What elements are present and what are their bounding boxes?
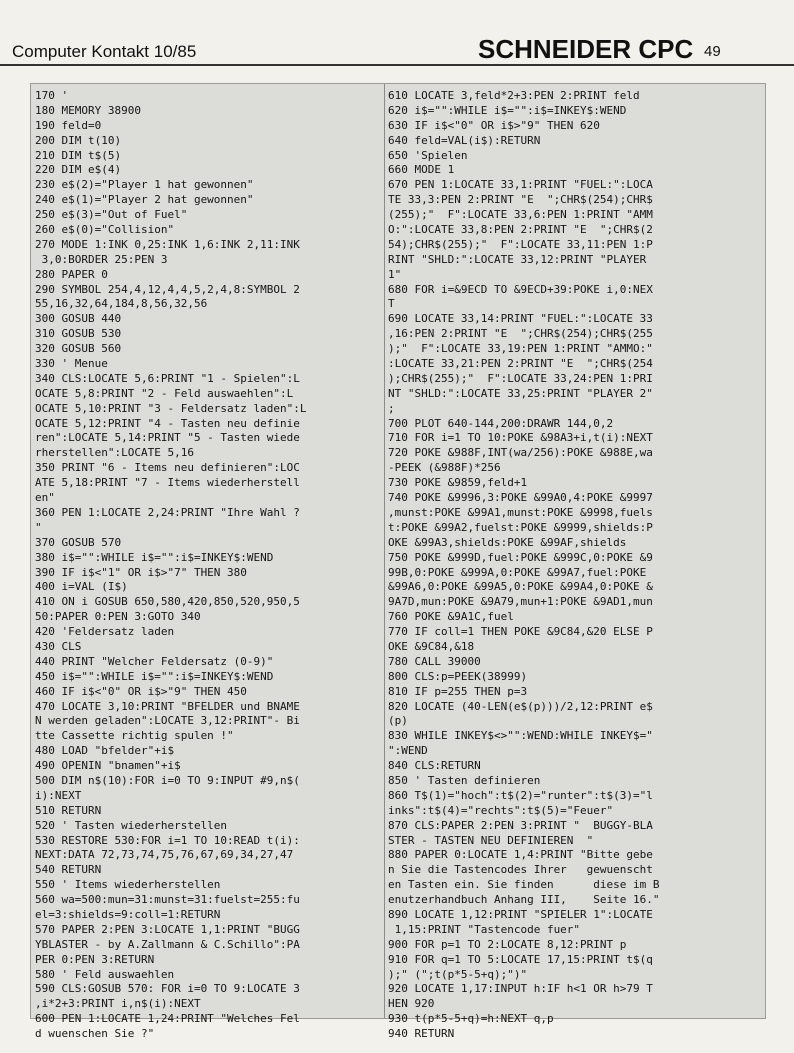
code-line: ,16:PEN 2:PRINT "E ";CHR$(254);CHR$(255 — [388, 327, 653, 341]
code-line: 470 LOCATE 3,10:PRINT "BFELDER und BNAME — [35, 699, 300, 713]
code-line: 290 SYMBOL 254,4,12,4,4,5,2,4,8:SYMBOL 2 — [35, 282, 300, 296]
code-line: 600 PEN 1:LOCATE 1,24:PRINT "Welches Fel — [35, 1012, 300, 1026]
code-line: n Sie die Tastencodes Ihrer gewuenscht — [388, 863, 653, 877]
code-line: 260 e$(0)="Collision" — [35, 223, 175, 237]
code-line: 720 POKE &988F,INT(wa/256):POKE &988E,wa — [388, 446, 653, 460]
code-line: OKE &9C84,&18 — [388, 639, 475, 653]
code-line: 360 PEN 1:LOCATE 2,24:PRINT "Ihre Wahl ? — [35, 505, 300, 519]
code-line: 680 FOR i=&9ECD TO &9ECD+39:POKE i,0:NEX — [388, 282, 653, 296]
code-line: );" F":LOCATE 33,19:PEN 1:PRINT "AMMO:" — [388, 342, 653, 356]
page-header — [0, 34, 794, 66]
code-line: 99B,0:POKE &999A,0:POKE &99A7,fuel:POKE — [388, 565, 647, 579]
code-line: 630 IF i$<"0" OR i$>"9" THEN 620 — [388, 118, 600, 132]
code-line: en" — [35, 491, 55, 505]
code-line: HEN 920 — [388, 997, 435, 1011]
code-line: 200 DIM t(10) — [35, 133, 122, 147]
code-line: STER - TASTEN NEU DEFINIEREN " — [388, 833, 594, 847]
code-line: 570 PAPER 2:PEN 3:LOCATE 1,1:PRINT "BUGG — [35, 922, 300, 936]
code-line: 430 CLS — [35, 639, 82, 653]
code-line: t:POKE &99A2,fuelst:POKE &9999,shields:P — [388, 520, 653, 534]
code-line: rherstellen":LOCATE 5,16 — [35, 446, 194, 460]
code-line: 710 FOR i=1 TO 10:POKE &98A3+i,t(i):NEXT — [388, 431, 653, 445]
code-line: 310 GOSUB 530 — [35, 327, 122, 341]
code-line: 880 PAPER 0:LOCATE 1,4:PRINT "Bitte gebe — [388, 848, 653, 862]
code-line: 1,15:PRINT "Tastencode fuer" — [388, 922, 581, 936]
code-line: YBLASTER - by A.Zallmann & C.Schillo":PA — [35, 937, 300, 951]
program-listing — [30, 83, 766, 1041]
code-line: 380 i$="":WHILE i$="":i$=INKEY$:WEND — [35, 550, 274, 564]
code-line: 510 RETURN — [35, 803, 102, 817]
code-line: 170 ' — [35, 89, 69, 102]
code-line: en Tasten ein. Sie finden diese im B — [388, 878, 660, 892]
code-line: 500 DIM n$(10):FOR i=0 TO 9:INPUT #9,n$( — [35, 773, 300, 787]
code-line: 910 FOR q=1 TO 5:LOCATE 17,15:PRINT t$(q — [388, 952, 653, 966]
code-line: 280 PAPER 0 — [35, 267, 108, 281]
code-line: O:":LOCATE 33,8:PEN 2:PRINT "E ";CHR$(2 — [388, 223, 653, 237]
code-line: 370 GOSUB 570 — [35, 535, 122, 549]
code-line: 930 t(p*5-5+q)=h:NEXT q,p — [388, 1012, 554, 1026]
code-line: OCATE 5,8:PRINT "2 - Feld auswaehlen":L — [35, 386, 294, 400]
code-line: ATE 5,18:PRINT "7 - Items wiederherstell — [35, 476, 300, 490]
code-line: OCATE 5,10:PRINT "3 - Feldersatz laden":L — [35, 401, 307, 415]
code-line: 700 PLOT 640-144,200:DRAWR 144,0,2 — [388, 416, 614, 430]
code-line: OKE &99A3,shields:POKE &99AF,shields — [388, 535, 627, 549]
code-line: 590 CLS:GOSUB 570: FOR i=0 TO 9:LOCATE 3 — [35, 982, 300, 996]
code-line: 50:PAPER 0:PEN 3:GOTO 340 — [35, 610, 201, 624]
page-number: 49 — [704, 43, 721, 60]
code-line: 760 POKE &9A1C,fuel — [388, 610, 514, 624]
code-line: 750 POKE &999D,fuel:POKE &999C,0:POKE &9 — [388, 550, 653, 564]
code-line: T — [388, 297, 395, 311]
code-line: ,munst:POKE &99A1,munst:POKE &9998,fuels — [388, 505, 653, 519]
code-line: 620 i$="":WHILE i$="":i$=INKEY$:WEND — [388, 103, 627, 117]
code-line: 3,0:BORDER 25:PEN 3 — [35, 252, 168, 266]
column-divider — [384, 84, 385, 1018]
code-line: 400 i=VAL (I$) — [35, 580, 128, 594]
code-line: (255);" F":LOCATE 33,6:PEN 1:PRINT "AMM — [388, 208, 653, 222]
code-line: 900 FOR p=1 TO 2:LOCATE 8,12:PRINT p — [388, 937, 627, 951]
code-line: 580 ' Feld auswaehlen — [35, 967, 175, 981]
code-line: 480 LOAD "bfelder"+i$ — [35, 744, 175, 758]
code-line: 800 CLS:p=PEEK(38999) — [388, 669, 528, 683]
code-line: 240 e$(1)="Player 2 hat gewonnen" — [35, 193, 254, 207]
code-line: 330 ' Menue — [35, 357, 108, 371]
code-line: RINT "SHLD:":LOCATE 33,12:PRINT "PLAYER — [388, 252, 647, 266]
code-line: 650 'Spielen — [388, 148, 468, 162]
code-line: &99A6,0:POKE &99A5,0:POKE &99A4,0:POKE & — [388, 580, 653, 594]
code-line: 740 POKE &9996,3:POKE &99A0,4:POKE &9997 — [388, 491, 653, 505]
code-line: tte Cassette richtig spulen !" — [35, 729, 234, 743]
code-line: 810 IF p=255 THEN p=3 — [388, 684, 528, 698]
code-line: 320 GOSUB 560 — [35, 342, 122, 356]
code-line: NEXT:DATA 72,73,74,75,76,67,69,34,27,47 — [35, 848, 294, 862]
code-line: ":WEND — [388, 744, 428, 758]
code-line: :LOCATE 33,21:PEN 2:PRINT "E ";CHR$(254 — [388, 357, 653, 371]
code-line: 460 IF i$<"0" OR i$>"9" THEN 450 — [35, 684, 247, 698]
code-line: 820 LOCATE (40-LEN(e$(p)))/2,12:PRINT e$ — [388, 699, 653, 713]
code-line: NT "SHLD:":LOCATE 33,25:PRINT "PLAYER 2" — [388, 386, 653, 400]
code-line: 540 RETURN — [35, 863, 102, 877]
code-line: 850 ' Tasten definieren — [388, 773, 541, 787]
code-line: 210 DIM t$(5) — [35, 148, 122, 162]
code-line: );CHR$(255);" F":LOCATE 33,24:PEN 1:PRI — [388, 371, 653, 385]
code-line: 840 CLS:RETURN — [388, 759, 481, 773]
code-line: 780 CALL 39000 — [388, 654, 481, 668]
code-line: 55,16,32,64,184,8,56,32,56 — [35, 297, 208, 311]
code-line: ren":LOCATE 5,14:PRINT "5 - Tasten wiede — [35, 431, 300, 445]
code-line: OCATE 5,12:PRINT "4 - Tasten neu definie — [35, 416, 300, 430]
code-line: 190 feld=0 — [35, 118, 102, 132]
code-line: PER 0:PEN 3:RETURN — [35, 952, 155, 966]
code-line: 940 RETURN — [388, 1027, 455, 1041]
code-line: 340 CLS:LOCATE 5,6:PRINT "1 - Spielen":L — [35, 371, 300, 385]
code-line: el=3:shields=9:coll=1:RETURN — [35, 907, 221, 921]
code-line: 560 wa=500:mun=31:munst=31:fuelst=255:fu — [35, 893, 300, 907]
code-line: ,i*2+3:PRINT i,n$(i):NEXT — [35, 997, 201, 1011]
section-title: SCHNEIDER CPC — [478, 34, 694, 64]
code-line: 890 LOCATE 1,12:PRINT "SPIELER 1":LOCATE — [388, 907, 653, 921]
code-line: enutzerhandbuch Anhang III, Seite 16." — [388, 893, 660, 907]
code-line: TE 33,3:PEN 2:PRINT "E ";CHR$(254);CHR$ — [388, 193, 653, 207]
code-line: 920 LOCATE 1,17:INPUT h:IF h<1 OR h>79 T — [388, 982, 653, 996]
code-line: 390 IF i$<"1" OR i$>"7" THEN 380 — [35, 565, 247, 579]
code-line: 270 MODE 1:INK 0,25:INK 1,6:INK 2,11:INK — [35, 237, 300, 251]
code-line: " — [35, 520, 42, 534]
code-line: 640 feld=VAL(i$):RETURN — [388, 133, 541, 147]
code-line: 230 e$(2)="Player 1 hat gewonnen" — [35, 178, 254, 192]
header-rule — [0, 64, 794, 66]
code-line: 300 GOSUB 440 — [35, 312, 122, 326]
listing-column-left — [35, 89, 381, 1042]
code-line: 830 WHILE INKEY$<>"":WEND:WHILE INKEY$=" — [388, 729, 653, 743]
code-line: ; — [388, 401, 395, 415]
code-line: 410 ON i GOSUB 650,580,420,850,520,950,5 — [35, 595, 300, 609]
code-line: 220 DIM e$(4) — [35, 163, 122, 177]
code-line: i):NEXT — [35, 788, 82, 802]
code-line: 1" — [388, 267, 402, 281]
code-line: 770 IF coll=1 THEN POKE &9C84,&20 ELSE P — [388, 625, 653, 639]
code-line: 420 'Feldersatz laden — [35, 625, 175, 639]
code-line: 180 MEMORY 38900 — [35, 103, 141, 117]
code-line: 450 i$="":WHILE i$="":i$=INKEY$:WEND — [35, 669, 274, 683]
code-line: 440 PRINT "Welcher Feldersatz (0-9)" — [35, 654, 274, 668]
code-line: 690 LOCATE 33,14:PRINT "FUEL:":LOCATE 33 — [388, 312, 653, 326]
code-line: 660 MODE 1 — [388, 163, 455, 177]
code-line: 9A7D,mun:POKE &9A79,mun+1:POKE &9AD1,mun — [388, 595, 653, 609]
code-line: );" (";t(p*5-5+q);")" — [388, 967, 528, 981]
code-line: 870 CLS:PAPER 2:PEN 3:PRINT " BUGGY-BLA — [388, 818, 653, 832]
code-line: 350 PRINT "6 - Items neu definieren":LOC — [35, 461, 300, 475]
magazine-issue: Computer Kontakt 10/85 — [12, 42, 197, 61]
code-line: (p) — [388, 714, 408, 728]
code-line: 550 ' Items wiederherstellen — [35, 878, 221, 892]
code-line: 610 LOCATE 3,feld*2+3:PEN 2:PRINT feld — [388, 89, 640, 102]
code-line: 250 e$(3)="Out of Fuel" — [35, 208, 188, 222]
code-line: 54);CHR$(255);" F":LOCATE 33,11:PEN 1:P — [388, 237, 653, 251]
code-line: 670 PEN 1:LOCATE 33,1:PRINT "FUEL:":LOCA — [388, 178, 653, 192]
listing-column-right — [388, 89, 762, 1042]
code-line: d wuenschen Sie ?" — [35, 1027, 155, 1041]
code-line: 520 ' Tasten wiederherstellen — [35, 818, 228, 832]
code-line: 530 RESTORE 530:FOR i=1 TO 10:READ t(i): — [35, 833, 300, 847]
code-line: N werden geladen":LOCATE 3,12:PRINT"- Bi — [35, 714, 300, 728]
code-line: -PEEK (&988F)*256 — [388, 461, 501, 475]
code-line: inks":t$(4)="rechts":t$(5)="Feuer" — [388, 803, 614, 817]
code-line: 490 OPENIN "bnamen"+i$ — [35, 759, 181, 773]
code-line: 860 T$(1)="hoch":t$(2)="runter":t$(3)="l — [388, 788, 653, 802]
code-line: 730 POKE &9859,feld+1 — [388, 476, 528, 490]
